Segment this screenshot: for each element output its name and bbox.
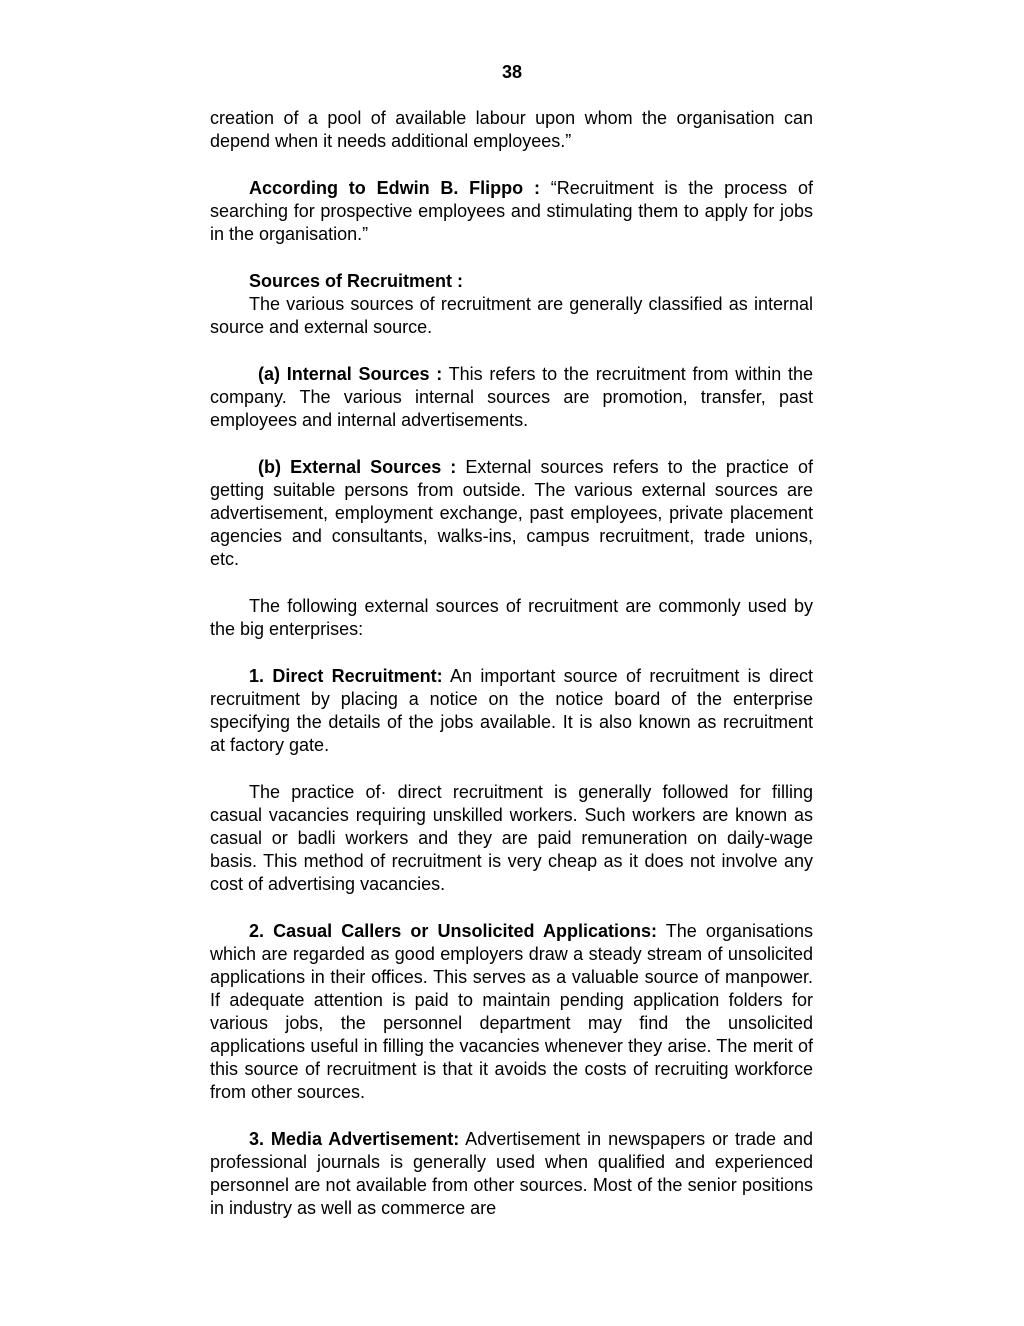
paragraph-text: External sources refers to the practice of getting suitable persons from outside. The various external sources are advertisement, employment exchange, past employees, private placement agencies and consultants, walks-ins, campus recruitment, trade unions, etc. [210, 457, 814, 569]
paragraph-text: The organisations which are regarded as good employers draw a steady stream of unsolicited applications in their offices. This serves as a valuable source of manpower. If adequate attention is paid to maintain pending application folders for various jobs, the personnel department may find the unsolicited applications useful in filling the vacancies whenever they arise. The merit of this source of recruitment is that it avoids the costs of recruiting workforce from other sources. [210, 921, 813, 1102]
page-body [210, 107, 813, 1220]
paragraph-external-intro [210, 595, 813, 641]
paragraph-continuation [210, 107, 813, 153]
section-heading-sources: Sources of Recruitment : [249, 271, 464, 291]
paragraph-lead-bold: 2. Casual Callers or Unsolicited Applications: [249, 921, 657, 941]
paragraph-lead-bold: (b) External Sources : [258, 457, 457, 477]
paragraph-lead-bold: 3. Media Advertisement: [249, 1129, 460, 1149]
paragraph-text: Advertisement in newspapers or trade and professional journals is generally used when qualified and experienced personnel are not available from other sources. Most of the senior positions in industry as well as commerce are [210, 1129, 813, 1218]
paragraph-lead-bold: According to Edwin B. Flippo : [249, 178, 540, 198]
paragraph-internal-sources [210, 363, 813, 432]
paragraph-direct-recruitment [210, 665, 813, 757]
paragraph-external-sources [210, 456, 813, 571]
paragraph-text: “Recruitment is the process of searching for prospective employees and stimulating them to apply for jobs in the organisation.” [210, 178, 813, 244]
paragraph-text: This refers to the recruitment from within the company. The various internal sources are promotion, transfer, past employees and internal advertisements. [210, 364, 813, 430]
paragraph-lead-bold: 1. Direct Recruitment: [249, 666, 443, 686]
paragraph-text: The practice of· direct recruitment is generally followed for filling casual vacancies requiring unskilled workers. Such workers are known as casual or badli workers and they are paid remuneration on daily-wage basis. This method of recruitment is very cheap as it does not involve any cost of advertising vacancies. [210, 782, 813, 894]
paragraph-text: An important source of recruitment is direct recruitment by placing a notice on the notice board of the enterprise specifying the details of the jobs available. It is also known as recruitment at factory gate. [210, 666, 813, 755]
paragraph-direct-practice [210, 781, 813, 896]
paragraph-media-advertisement [210, 1128, 813, 1220]
paragraph-casual-callers [210, 920, 813, 1104]
paragraph-lead-bold: (a) Internal Sources : [258, 364, 443, 384]
paragraph-text: creation of a pool of available labour upon whom the organisation can depend when it needs additional employees.” [210, 108, 813, 151]
paragraph-text: The various sources of recruitment are generally classified as internal source and external source. [210, 294, 813, 337]
paragraph-flippo-definition [210, 177, 813, 246]
paragraph-text: The following external sources of recruitment are commonly used by the big enterprises: [210, 596, 813, 639]
page-number: 38 [501, 62, 523, 82]
paragraph-sources-intro [210, 293, 813, 339]
